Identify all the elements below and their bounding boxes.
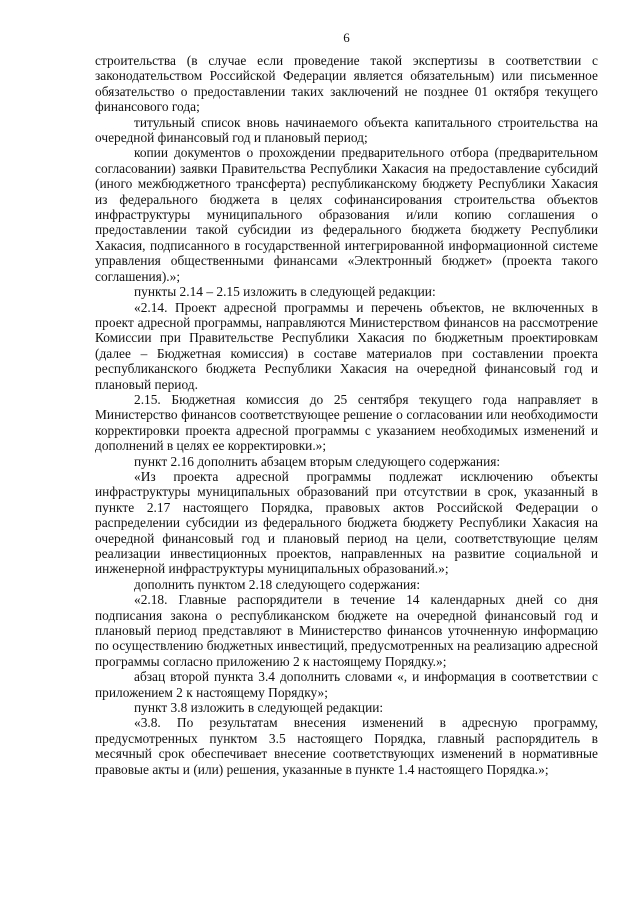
paragraph: копии документов о прохождении предварительного отбора (предварительном согласовании) заявки Правительства Республики Хакасия на предоставление субсидий (иного межбюджетного трансферта) республиканскому бюджету Республики Хакасия из федерального бюджета в целях софинансирования строительства объектов инфраструктуры муниципального образования и/или копию соглашения о предоставлении такой субсидии из федерального бюджета бюджету Республики Хакасия, подписанного в государственной интегрированной информационной системе управления общественными финансами «Электронный бюджет» (проекта такого соглашения).»;	[95, 145, 598, 284]
paragraph: строительства (в случае если проведение такой экспертизы в соответствии с законодательством Российской Федерации является обязательным) или письменное обязательство о предоставлении таких заключений не позднее 01 октября текущего финансового года;	[95, 53, 598, 115]
document-page	[95, 30, 598, 777]
paragraph: пункт 2.16 дополнить абзацем вторым следующего содержания:	[134, 453, 501, 469]
paragraph: «2.18. Главные распорядители в течение 14 календарных дней со дня подписания закона о республиканском бюджете на очередной финансовый год и плановый период представляют в Министерство финансов уточненную информацию по осуществлению бюджетных инвестиций, предусмотренных на реализацию адресной программы согласно приложению 2 к настоящему Порядку.»;	[95, 592, 598, 669]
paragraph: абзац второй пункта 3.4 дополнить словами «, и информация в соответствии с приложением 2 к настоящему Порядку»;	[95, 669, 598, 700]
paragraph: «3.8. По результатам внесения изменений в адресную программу, предусмотренных пунктом 3.5 настоящего Порядка, главный распорядитель в месячный срок обеспечивает внесение соответствующих изменений в нормативные правовые акты и (или) решения, указанные в пункте 1.4 настоящего Порядка.»;	[95, 715, 598, 777]
paragraph: титульный список вновь начинаемого объекта капитального строительства на очередной финансовый год и плановый период;	[95, 114, 598, 146]
paragraph: «Из проекта адресной программы подлежат исключению объекты инфраструктуры муниципальных образований при отсутствии в срок, указанный в пункте 2.17 настоящего Порядка, правовых актов Российской Федерации о распределении субсидии из федерального бюджета бюджету Республики Хакасия на очередной финансовый год и плановый период на цели, соответствующие целям реализации инвестиционных проектов, направленных на развитие социальной и инженерной инфраструктуры муниципальных образований.»;	[95, 468, 598, 577]
paragraph: 2.15. Бюджетная комиссия до 25 сентября текущего года направляет в Министерство финансов соответствующее решение о согласовании или необходимости корректировки проекта адресной программы с указанием необходимых изменений и дополнений в целях ее корректировки.»;	[95, 391, 598, 454]
paragraph: дополнить пунктом 2.18 следующего содержания:	[134, 576, 421, 592]
paragraph: пункты 2.14 – 2.15 изложить в следующей редакции:	[134, 284, 436, 300]
paragraph: «2.14. Проект адресной программы и перечень объектов, не включенных в проект адресной программы, направляются Министерством финансов на рассмотрение Комиссии при Правительстве Республики Хакасия по бюджетным проектировкам (далее – Бюджетная комиссия) в составе материалов при составлении проекта республиканского бюджета Республики Хакасия на очередной финансовый год и плановый период.	[95, 299, 598, 392]
paragraph: пункт 3.8 изложить в следующей редакции:	[134, 700, 384, 716]
page-number: 6	[343, 30, 350, 45]
